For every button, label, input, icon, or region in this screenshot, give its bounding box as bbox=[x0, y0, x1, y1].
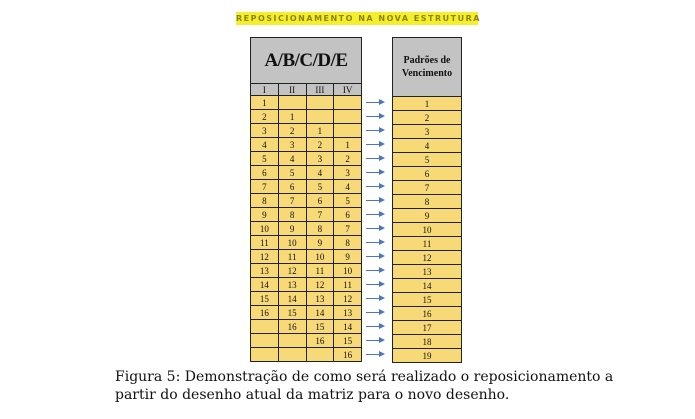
matrix-cell: 11 bbox=[278, 250, 306, 264]
matrix-cell: 12 bbox=[251, 250, 279, 264]
arrow-right-icon bbox=[366, 152, 388, 166]
matrix-cell: 2 bbox=[251, 110, 279, 124]
pattern-row bbox=[393, 181, 462, 195]
pattern-row bbox=[393, 251, 462, 265]
matrix-cell: 13 bbox=[334, 306, 362, 320]
section-banner: REPOSICIONAMENTO NA NOVA ESTRUTURA bbox=[236, 14, 481, 23]
matrix-cell bbox=[251, 334, 279, 348]
arrow-right-icon bbox=[366, 250, 388, 264]
matrix-cell: 5 bbox=[306, 180, 334, 194]
matrix-row bbox=[251, 348, 362, 362]
matrix-cell bbox=[334, 96, 362, 110]
matrix-cell: 14 bbox=[334, 320, 362, 334]
matrix-row bbox=[251, 110, 362, 124]
arrow-right-icon bbox=[366, 208, 388, 222]
arrow-right-icon bbox=[366, 138, 388, 152]
pattern-row bbox=[393, 265, 462, 279]
arrow-right-icon bbox=[366, 124, 388, 138]
matrix-cell: 1 bbox=[306, 124, 334, 138]
arrow-right-icon bbox=[366, 222, 388, 236]
matrix-cell: 9 bbox=[306, 236, 334, 250]
matrix-cell: 4 bbox=[334, 180, 362, 194]
pattern-cell: 5 bbox=[393, 153, 462, 167]
matrix-cell: 5 bbox=[278, 166, 306, 180]
arrow-right-icon bbox=[366, 110, 388, 124]
matrix-cell bbox=[251, 348, 279, 362]
pattern-cell: 19 bbox=[393, 349, 462, 363]
pattern-cell: 17 bbox=[393, 321, 462, 335]
matrix-row bbox=[251, 222, 362, 236]
matrix-cell: 3 bbox=[334, 166, 362, 180]
pattern-cell: 2 bbox=[393, 111, 462, 125]
matrix-title: A/B/C/D/E bbox=[251, 38, 362, 84]
pattern-cell: 13 bbox=[393, 265, 462, 279]
matrix-cell: 15 bbox=[278, 306, 306, 320]
matrix-cell: 11 bbox=[306, 264, 334, 278]
pattern-cell: 1 bbox=[393, 97, 462, 111]
matrix-cell bbox=[334, 110, 362, 124]
pattern-row bbox=[393, 111, 462, 125]
matrix-cell bbox=[251, 320, 279, 334]
pattern-row bbox=[393, 335, 462, 349]
matrix-cell: 8 bbox=[306, 222, 334, 236]
matrix-cell: 1 bbox=[278, 110, 306, 124]
matrix-cell: 6 bbox=[306, 194, 334, 208]
pattern-cell: 3 bbox=[393, 125, 462, 139]
matrix-cell: 5 bbox=[334, 194, 362, 208]
matrix-cell: 16 bbox=[334, 348, 362, 362]
matrix-cell: 13 bbox=[278, 278, 306, 292]
matrix-row bbox=[251, 152, 362, 166]
matrix-cell: 14 bbox=[251, 278, 279, 292]
matrix-cell: 12 bbox=[334, 292, 362, 306]
matrix-row bbox=[251, 208, 362, 222]
matrix-cell: 11 bbox=[251, 236, 279, 250]
matrix-cell: 3 bbox=[251, 124, 279, 138]
pattern-row bbox=[393, 153, 462, 167]
matrix-column-header: II bbox=[278, 84, 306, 96]
pattern-row bbox=[393, 321, 462, 335]
matrix-cell: 2 bbox=[306, 138, 334, 152]
pattern-row bbox=[393, 97, 462, 111]
matrix-cell: 7 bbox=[251, 180, 279, 194]
matrix-row bbox=[251, 166, 362, 180]
matrix-cell: 3 bbox=[278, 138, 306, 152]
matrix-cell: 10 bbox=[306, 250, 334, 264]
pattern-cell: 11 bbox=[393, 237, 462, 251]
matrix-column-header: III bbox=[306, 84, 334, 96]
matrix-cell bbox=[278, 96, 306, 110]
pattern-row bbox=[393, 279, 462, 293]
matrix-cell: 14 bbox=[306, 306, 334, 320]
matrix-cell: 1 bbox=[334, 138, 362, 152]
pattern-row bbox=[393, 125, 462, 139]
matrix-cell: 16 bbox=[251, 306, 279, 320]
arrow-right-icon bbox=[366, 348, 388, 362]
arrow-right-icon bbox=[366, 96, 388, 110]
matrix-row bbox=[251, 334, 362, 348]
matrix-cell bbox=[334, 124, 362, 138]
matrix-column-header: I bbox=[251, 84, 279, 96]
arrow-right-icon bbox=[366, 306, 388, 320]
matrix-cell: 15 bbox=[251, 292, 279, 306]
matrix-cell: 7 bbox=[334, 222, 362, 236]
matrix-cell: 9 bbox=[251, 208, 279, 222]
matrix-cell: 8 bbox=[251, 194, 279, 208]
matrix-cell: 13 bbox=[251, 264, 279, 278]
pattern-cell: 7 bbox=[393, 181, 462, 195]
matrix-cell: 8 bbox=[334, 236, 362, 250]
matrix-cell: 15 bbox=[334, 334, 362, 348]
pattern-row bbox=[393, 209, 462, 223]
pattern-row bbox=[393, 195, 462, 209]
arrow-right-icon bbox=[366, 320, 388, 334]
pattern-table bbox=[392, 37, 462, 363]
matrix-row bbox=[251, 194, 362, 208]
matrix-cell: 13 bbox=[306, 292, 334, 306]
matrix-cell: 10 bbox=[334, 264, 362, 278]
matrix-cell: 6 bbox=[278, 180, 306, 194]
arrow-right-icon bbox=[366, 194, 388, 208]
matrix-cell: 12 bbox=[278, 264, 306, 278]
matrix-row bbox=[251, 306, 362, 320]
pattern-cell: 18 bbox=[393, 335, 462, 349]
matrix-cell: 2 bbox=[278, 124, 306, 138]
pattern-row bbox=[393, 349, 462, 363]
matrix-cell: 1 bbox=[251, 96, 279, 110]
matrix-row bbox=[251, 250, 362, 264]
matrix-cell: 4 bbox=[251, 138, 279, 152]
matrix-cell: 4 bbox=[306, 166, 334, 180]
matrix-cell: 9 bbox=[278, 222, 306, 236]
pattern-cell: 12 bbox=[393, 251, 462, 265]
matrix-cell: 10 bbox=[251, 222, 279, 236]
arrow-column bbox=[366, 96, 388, 362]
matrix-row bbox=[251, 292, 362, 306]
arrow-right-icon bbox=[366, 236, 388, 250]
pattern-cell: 9 bbox=[393, 209, 462, 223]
matrix-cell bbox=[306, 110, 334, 124]
arrow-right-icon bbox=[366, 334, 388, 348]
pattern-row bbox=[393, 167, 462, 181]
pattern-cell: 16 bbox=[393, 307, 462, 321]
matrix-cell: 15 bbox=[306, 320, 334, 334]
matrix-row bbox=[251, 96, 362, 110]
matrix-cell bbox=[278, 334, 306, 348]
matrix-cell: 6 bbox=[251, 166, 279, 180]
matrix-cell: 3 bbox=[306, 152, 334, 166]
arrow-right-icon bbox=[366, 264, 388, 278]
matrix-cell: 16 bbox=[278, 320, 306, 334]
matrix-row bbox=[251, 320, 362, 334]
matrix-cell: 16 bbox=[306, 334, 334, 348]
matrix-row bbox=[251, 236, 362, 250]
matrix-cell bbox=[278, 348, 306, 362]
matrix-cell: 7 bbox=[306, 208, 334, 222]
pattern-cell: 15 bbox=[393, 293, 462, 307]
matrix-cell: 6 bbox=[334, 208, 362, 222]
arrow-right-icon bbox=[366, 278, 388, 292]
matrix-cell: 9 bbox=[334, 250, 362, 264]
matrix-cell bbox=[306, 96, 334, 110]
matrix-cell: 2 bbox=[334, 152, 362, 166]
current-matrix-table bbox=[250, 37, 362, 362]
pattern-title: Padrões de Vencimento bbox=[393, 38, 462, 97]
pattern-row bbox=[393, 223, 462, 237]
matrix-row bbox=[251, 264, 362, 278]
matrix-cell bbox=[306, 348, 334, 362]
pattern-cell: 10 bbox=[393, 223, 462, 237]
matrix-cell: 4 bbox=[278, 152, 306, 166]
arrow-right-icon bbox=[366, 180, 388, 194]
matrix-cell: 14 bbox=[278, 292, 306, 306]
matrix-cell: 10 bbox=[278, 236, 306, 250]
matrix-row bbox=[251, 138, 362, 152]
pattern-row bbox=[393, 307, 462, 321]
pattern-row bbox=[393, 293, 462, 307]
matrix-column-header: IV bbox=[334, 84, 362, 96]
matrix-cell: 8 bbox=[278, 208, 306, 222]
pattern-cell: 8 bbox=[393, 195, 462, 209]
matrix-cell: 11 bbox=[334, 278, 362, 292]
pattern-cell: 4 bbox=[393, 139, 462, 153]
pattern-cell: 14 bbox=[393, 279, 462, 293]
pattern-row bbox=[393, 139, 462, 153]
matrix-cell: 7 bbox=[278, 194, 306, 208]
matrix-row bbox=[251, 278, 362, 292]
matrix-cell: 12 bbox=[306, 278, 334, 292]
arrow-right-icon bbox=[366, 166, 388, 180]
matrix-row bbox=[251, 124, 362, 138]
pattern-row bbox=[393, 237, 462, 251]
pattern-cell: 6 bbox=[393, 167, 462, 181]
matrix-row bbox=[251, 180, 362, 194]
figure-caption: Figura 5: Demonstração de como será realizado o reposicionamento a partir do desenho atual da matriz para o novo desenho. bbox=[115, 369, 614, 403]
matrix-cell: 5 bbox=[251, 152, 279, 166]
arrow-right-icon bbox=[366, 292, 388, 306]
